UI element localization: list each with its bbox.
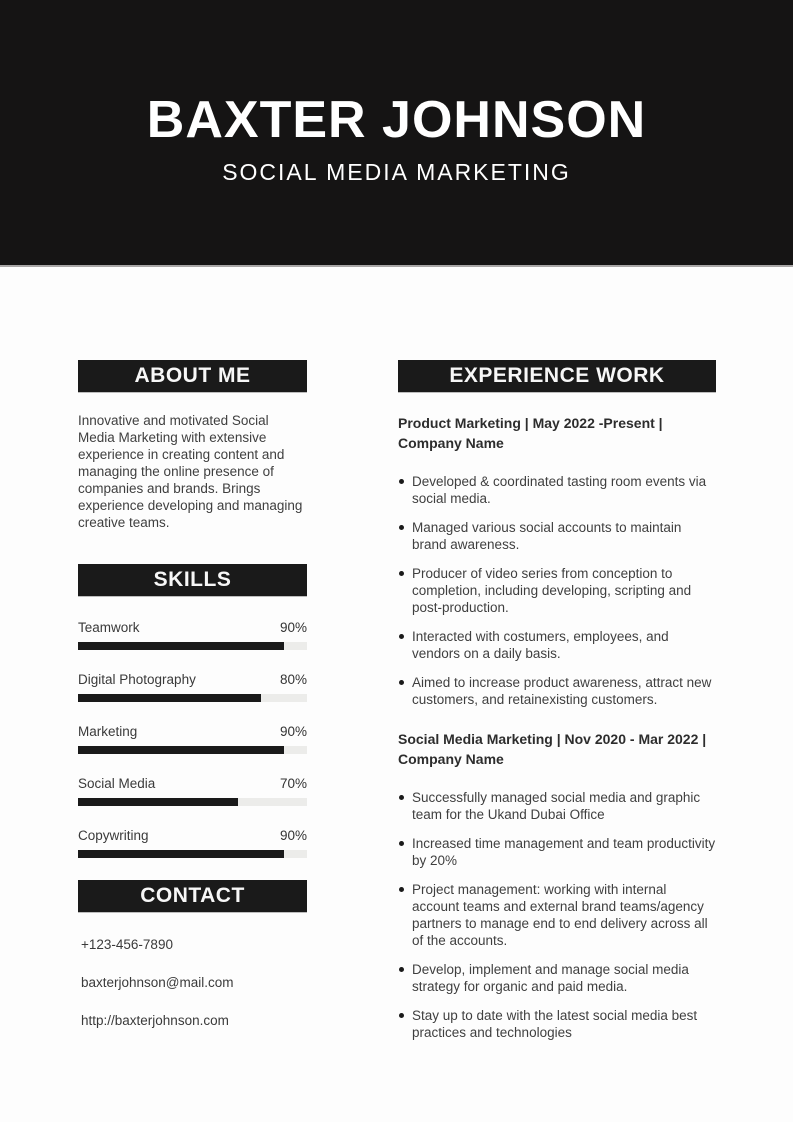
job-title-line: Product Marketing | May 2022 -Present | [398, 415, 663, 431]
person-role: SOCIAL MEDIA MARKETING [222, 159, 571, 186]
experience-bullet: Increased time management and team productivity by 20% [398, 835, 716, 869]
left-column [78, 360, 307, 1051]
skill-label: Copywriting [78, 828, 149, 843]
skill-percent: 90% [279, 620, 307, 635]
experience-bullet: Aimed to increase product awareness, attract new customers, and retainexisting customers. [398, 674, 716, 708]
contact-email: baxterjohnson@mail.com [81, 975, 234, 990]
job-title [398, 729, 716, 769]
contact-phone: +123-456-7890 [81, 937, 173, 952]
skill-progress-fill [78, 746, 284, 754]
experience-bullet: Develop, implement and manage social media strategy for organic and paid media. [398, 961, 716, 995]
skills-heading: SKILLS [78, 564, 307, 596]
experience-bullet: Successfully managed social media and graphic team for the Ukand Dubai Office [398, 789, 716, 823]
skill-percent: 90% [279, 828, 307, 843]
experience-bullet: Interacted with costumers, employees, and vendors on a daily basis. [398, 628, 716, 662]
experience-bullet: Managed various social accounts to maintain brand awareness. [398, 519, 716, 553]
job-entry [398, 729, 716, 1041]
experience-bullet: Developed & coordinated tasting room events via social media. [398, 473, 716, 507]
experience-bullet: Producer of video series from conception to completion, including developing, scripting and post-production. [398, 565, 716, 616]
contact-heading: CONTACT [78, 880, 307, 912]
right-column [398, 360, 716, 1053]
experience-bullet: Project management: working with internal account teams and external brand teams/agency partners to manage end to end delivery across all of the accounts. [398, 881, 716, 949]
skill-row [78, 672, 307, 702]
person-name: BAXTER JOHNSON [146, 90, 647, 149]
header [0, 0, 793, 267]
skill-percent: 90% [279, 724, 307, 739]
skill-label: Marketing [78, 724, 138, 739]
skill-row [78, 776, 307, 806]
skill-progress-fill [78, 850, 284, 858]
skill-progress-track [78, 642, 307, 650]
skill-progress-track [78, 798, 307, 806]
skill-row [78, 620, 307, 650]
job-title [398, 413, 716, 453]
about-heading: ABOUT ME [78, 360, 307, 392]
job-company: Company Name [398, 751, 504, 767]
contact-website: http://baxterjohnson.com [81, 1013, 229, 1028]
skill-row [78, 724, 307, 754]
skill-percent: 70% [279, 776, 307, 791]
skill-row [78, 828, 307, 858]
skills-list [78, 620, 307, 858]
skill-label: Digital Photography [78, 672, 196, 687]
skill-progress-track [78, 746, 307, 754]
skill-progress-track [78, 850, 307, 858]
job-bullet-list [398, 789, 716, 1041]
skill-progress-track [78, 694, 307, 702]
skill-progress-fill [78, 694, 261, 702]
job-company: Company Name [398, 435, 504, 451]
experience-heading: EXPERIENCE WORK [398, 360, 716, 392]
skill-percent: 80% [279, 672, 307, 687]
job-bullet-list [398, 473, 716, 708]
skill-label: Social Media [78, 776, 156, 791]
skill-label: Teamwork [78, 620, 140, 635]
job-entry [398, 413, 716, 708]
job-title-line: Social Media Marketing | Nov 2020 - Mar 2022 | [398, 731, 707, 747]
contact-list [78, 937, 307, 1028]
experience-bullet: Stay up to date with the latest social media best practices and technologies [398, 1007, 716, 1041]
skill-progress-fill [78, 798, 238, 806]
about-text: Innovative and motivated Social Media Marketing with extensive experience in creating content and managing the online presence of companies and brands. Brings experience developing and managing creative teams. [78, 413, 303, 530]
skill-progress-fill [78, 642, 284, 650]
